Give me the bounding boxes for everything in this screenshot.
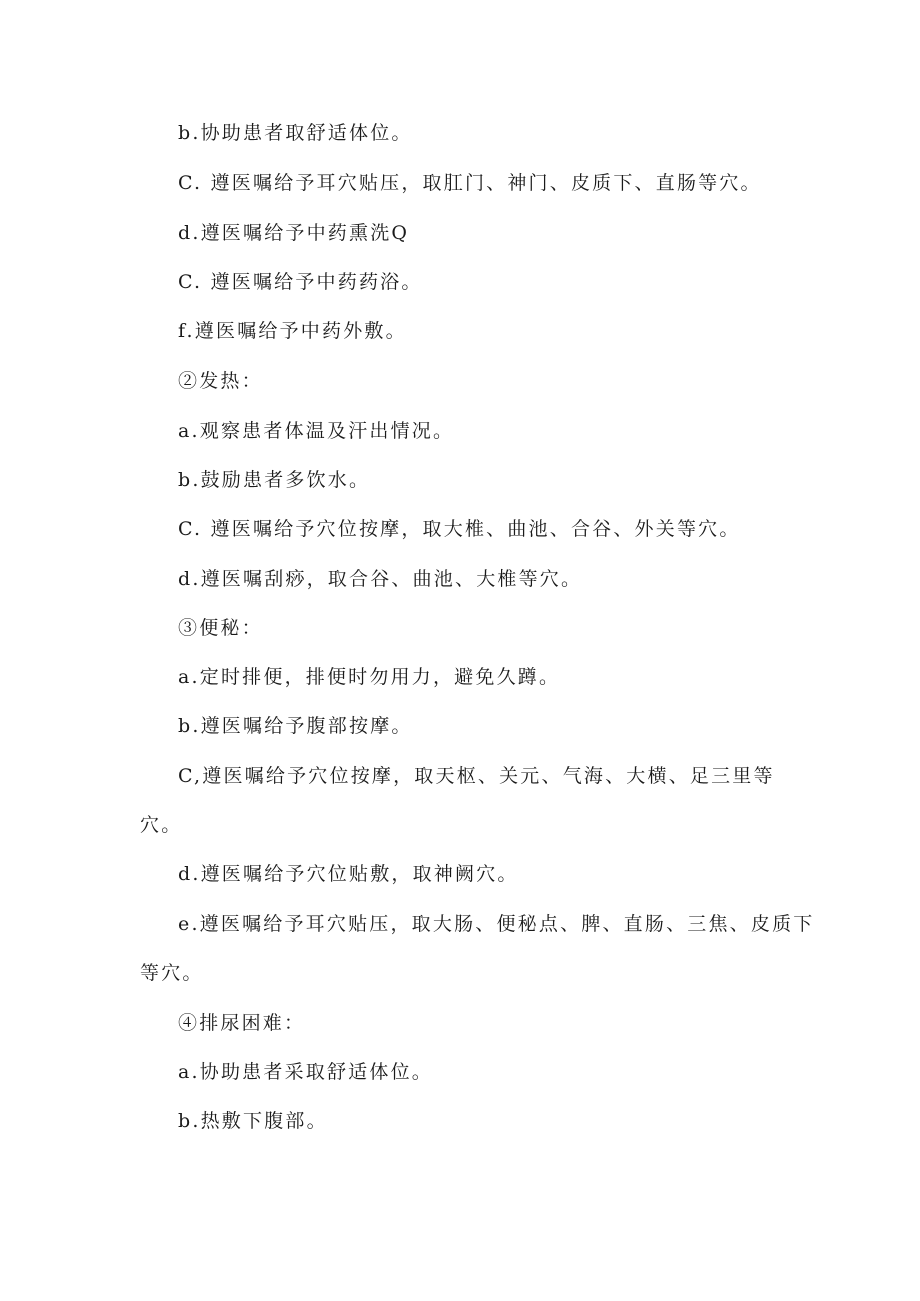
text-line: d.遵医嘱刮痧，取合谷、曲池、大椎等穴。: [178, 568, 583, 590]
text-line: b.热敷下腹部。: [178, 1110, 328, 1132]
text-line-continuation: 穴。: [140, 814, 183, 836]
text-line: a.观察患者体温及汗出情况。: [178, 420, 455, 442]
text-line: a.协助患者采取舒适体位。: [178, 1061, 433, 1083]
text-line: C. 遵医嘱给予耳穴贴压，取肛门、神门、皮质下、直肠等穴。: [178, 172, 762, 194]
text-line-continuation: 等穴。: [140, 962, 204, 984]
text-line: e.遵医嘱给予耳穴贴压，取大肠、便秘点、脾、直肠、三焦、皮质下: [178, 913, 815, 935]
text-line: C. 遵医嘱给予穴位按摩，取大椎、曲池、合谷、外关等穴。: [178, 518, 741, 540]
text-line: b.鼓励患者多饮水。: [178, 469, 371, 491]
section-heading: ④排尿困难：: [178, 1012, 306, 1034]
text-line: d.遵医嘱给予中药熏洗Q: [178, 222, 410, 244]
text-line: f.遵医嘱给予中药外敷。: [178, 320, 407, 342]
text-line: C,遵医嘱给予穴位按摩，取天枢、关元、气海、大横、足三里等: [178, 765, 775, 787]
text-line: b.协助患者取舒适体位。: [178, 122, 413, 144]
section-heading: ③便秘：: [178, 617, 263, 639]
text-line: b.遵医嘱给予腹部按摩。: [178, 715, 413, 737]
text-line: a.定时排便，排便时勿用力，避免久蹲。: [178, 666, 561, 688]
text-line: d.遵医嘱给予穴位贴敷，取神阙穴。: [178, 863, 519, 885]
text-line: C. 遵医嘱给予中药药浴。: [178, 271, 423, 293]
section-heading: ②发热：: [178, 370, 263, 392]
